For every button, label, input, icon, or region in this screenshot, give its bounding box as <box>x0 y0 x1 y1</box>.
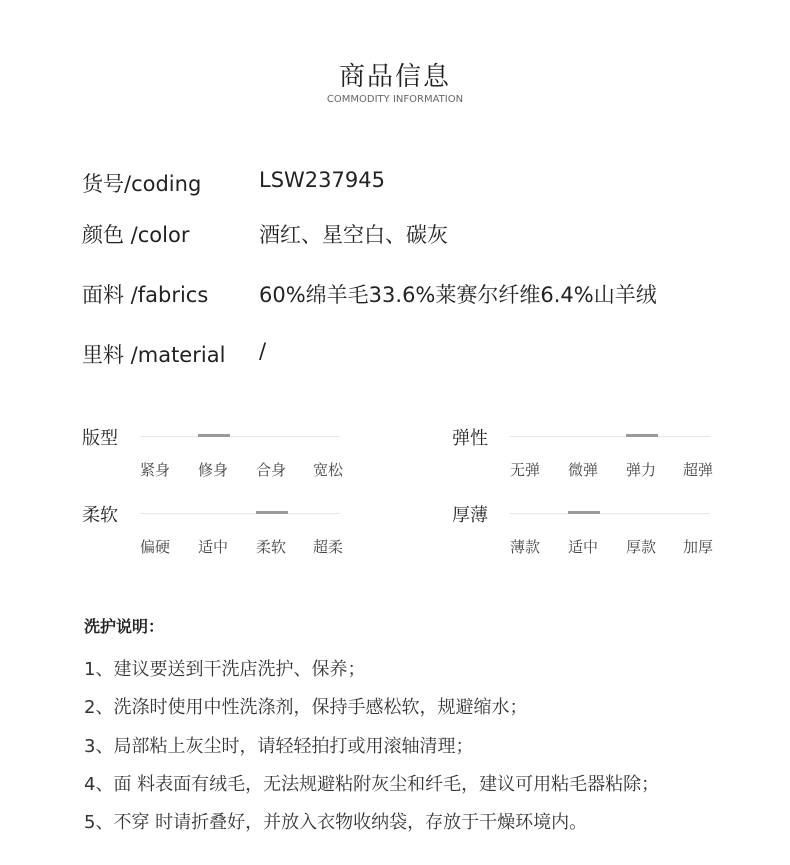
care-item: 4、面 料表面有绒毛，无法规避粘附灰尘和纤毛，建议可用粘毛器粘除； <box>84 774 660 795</box>
scale-track <box>140 436 340 437</box>
scale-option: 宽松 <box>313 461 344 479</box>
info-label: 面料 /fabrics <box>82 283 209 307</box>
scale-option: 合身 <box>256 461 287 479</box>
scale-thickness <box>452 501 742 591</box>
info-label: 颜色 /color <box>82 223 190 247</box>
scale-softness <box>82 501 372 591</box>
scale-option: 适中 <box>568 538 599 556</box>
scale-name: 柔软 <box>82 505 118 526</box>
scale-option: 厚款 <box>626 538 657 556</box>
page-title: 商品信息 <box>338 62 451 92</box>
scale-marker <box>568 511 600 514</box>
scale-option: 超柔 <box>313 538 344 556</box>
care-item: 2、洗涤时使用中性洗涤剂，保持手感松软，规避缩水； <box>84 697 528 718</box>
scale-marker <box>256 511 288 514</box>
scale-track <box>510 513 710 514</box>
info-value: / <box>259 339 267 363</box>
scale-marker <box>626 434 658 437</box>
page-subtitle: COMMODITY INFORMATION <box>326 94 464 105</box>
info-value: 60%绵羊毛33.6%莱赛尔纤维6.4%山羊绒 <box>259 283 657 307</box>
scale-option: 弹力 <box>626 461 657 479</box>
scale-option: 薄款 <box>510 538 541 556</box>
scale-marker <box>198 434 230 437</box>
scale-option: 紧身 <box>140 461 171 479</box>
scale-option: 修身 <box>198 461 229 479</box>
care-title: 洗护说明： <box>84 617 165 636</box>
scale-option: 适中 <box>198 538 229 556</box>
scale-name: 厚薄 <box>452 505 488 526</box>
care-item: 3、局部粘上灰尘时，请轻轻拍打或用滚轴清理； <box>84 736 474 757</box>
care-item: 5、不穿 时请折叠好，并放入衣物收纳袋，存放于干燥环境内。 <box>84 812 588 833</box>
info-value: 酒红、星空白、碳灰 <box>259 223 448 247</box>
scale-track <box>510 436 710 437</box>
scale-track <box>140 513 340 514</box>
scale-option: 偏硬 <box>140 538 171 556</box>
info-value: LSW237945 <box>259 168 385 192</box>
scale-option: 微弹 <box>568 461 599 479</box>
scale-name: 弹性 <box>452 428 488 449</box>
info-label: 里料 /material <box>82 343 226 367</box>
scale-option: 柔软 <box>256 538 287 556</box>
info-label: 货号/coding <box>82 172 202 196</box>
scale-name: 版型 <box>82 428 118 449</box>
scale-option: 超弹 <box>683 461 714 479</box>
scale-option: 加厚 <box>683 538 714 556</box>
scale-option: 无弹 <box>510 461 541 479</box>
care-item: 1、建议要送到干洗店洗护、保养； <box>84 659 366 680</box>
